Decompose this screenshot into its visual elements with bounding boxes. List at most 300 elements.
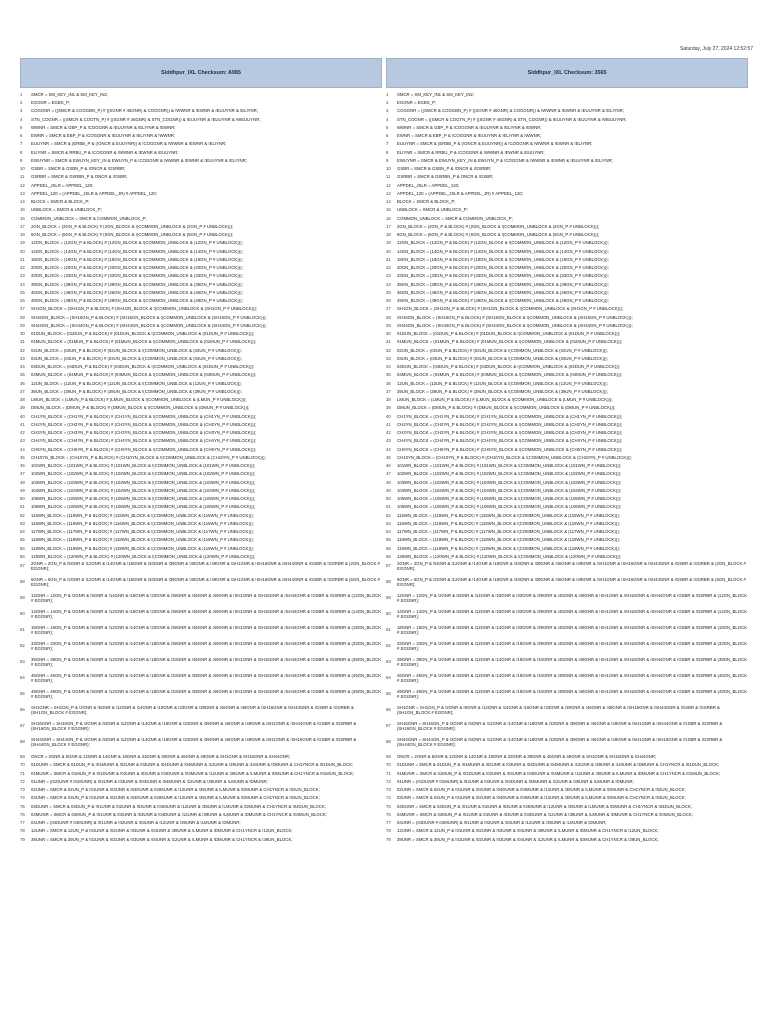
- line-number: 35: [386, 372, 391, 378]
- code-line: [20, 223, 382, 231]
- line-text: 120WN_BLOCK = (120WN_P & BLOCK) # (120WN_BLOCK & !(COMMON_UNBLOCK & (120WN_P # UNBLOCK)));: [397, 554, 622, 559]
- line-number: 65: [20, 691, 25, 697]
- line-number: 19: [20, 240, 25, 246]
- line-text: 18GN_BLOCK = (18GN_P & BLOCK) # (18GN_BLOCK & !(COMMON_UNBLOCK & (18GN_P # UNBLOCK)));: [397, 257, 609, 262]
- code-line: [386, 297, 748, 305]
- line-number: 57: [20, 563, 25, 569]
- line-number: 26: [386, 298, 391, 304]
- line-text: 101WN_BLOCK = (101WN_P & BLOCK) # (101WN_BLOCK & !(COMMON_UNBLOCK & (101WN_P # UNBLOCK)));: [31, 464, 256, 469]
- code-line: [20, 828, 382, 836]
- line-number: 28: [20, 314, 25, 320]
- code-line: [20, 248, 382, 256]
- line-text: GSRBR = SMCR & GSRBN_P & ONCR & !GSBR;: [397, 175, 494, 180]
- line-text: APPDEL_120 = (APPDEL_JSLR & APPDEL_JR) # APPDEL_120;: [31, 191, 157, 196]
- code-line: [20, 363, 382, 371]
- code-line: [386, 438, 748, 446]
- code-line: [20, 306, 382, 314]
- line-number: 38: [386, 397, 391, 403]
- line-number: 70: [20, 762, 25, 768]
- code-line: [386, 91, 748, 99]
- line-number: 5: [386, 124, 389, 130]
- left-pane-title: Siddhpur_IXL Checksum: A985: [20, 58, 382, 88]
- code-line: [386, 396, 748, 404]
- line-number: 73: [20, 787, 25, 793]
- line-text: 5GN_BLOCK = (5GN_P & BLOCK) # (5GN_BLOCK & !(COMMON_UNBLOCK & (5GN_P # UNBLOCK)));: [397, 233, 600, 238]
- code-line: [20, 770, 382, 778]
- line-text: 01MUN_BLOCK = (01MUN_P & BLOCK) # (01MUN_BLOCK & !(COMMON_UNBLOCK & (01MUN_P # UNBLOCK)));: [31, 340, 257, 345]
- line-text: SH44GNR = SH44GN_P & !2GNR & !5GNR & !12GNR & !14GNR & !18GNR & !33GNR & !39GNR & !46GNR & !49GNR & !SH1GNR & !SH16GNR & !GSBR & !GSRBR & (SH44GN_BLOCK # EGGNR);: [397, 738, 723, 747]
- line-text: 03UNR = SMCR & 03UN_P & !01UNR & !02UNR & !04DUNR & !04MUNR & !12UNR & !39UNR & !LMUNR & !DMUNR & CH1YNCR & !03UN_BLOCK;: [397, 796, 686, 801]
- code-line: [386, 545, 748, 553]
- line-number: 56: [386, 545, 391, 551]
- code-line: [386, 528, 748, 536]
- line-number: 17: [20, 223, 25, 229]
- code-line: [20, 330, 382, 338]
- line-text: 01DUNR = SMCR & 01DUN_P & !01MUNR & !02UNR & !03UNR & !04DUNR & !04MUNR & !12UNR & !39UNR & !LMUNR & !DMUNR & CH1YNCR & !01DUN_BLOCK;: [31, 763, 354, 768]
- line-text: 49GN_BLOCK = (49GN_P & BLOCK) # (49GN_BLOCK & !(COMMON_UNBLOCK & (49GN_P # UNBLOCK)));: [31, 299, 243, 304]
- line-number: 53: [20, 520, 25, 526]
- code-line: [20, 778, 382, 786]
- line-number: 56: [20, 545, 25, 551]
- line-text: 103WN_BLOCK = (103WN_P & BLOCK) # (103WN_BLOCK & !(COMMON_UNBLOCK & (103WN_P # UNBLOCK)));: [397, 480, 622, 485]
- line-text: 12GNR = 12GN_P & !2GNR & !5GNR & !14GNR & !18GNR & !33GNR & !39GNR & !46GNR & !49GNR & !SH1GNR & !SH16GNR & !SH44GNR & !GSBR & !GSRBR & (12GN_BLOCK # EGGNR);: [31, 594, 382, 603]
- line-text: 12UNR = SMCR & 12UN_P & !01UNR & !02UNR & !03UNR & !04UNR & !39UNR & !LMUNR & !DMUNR & CH1YNCR & !12UN_BLOCK;: [31, 829, 293, 834]
- line-text: APPDEL_JSLR = APPDEL_120;: [397, 183, 460, 188]
- code-line: [20, 297, 382, 305]
- line-text: CH4YN_BLOCK = (CH4YN_P & BLOCK) # (CH4YN_BLOCK & !(COMMON_UNBLOCK & (CH4YN_P # UNBLOCK)));: [397, 439, 623, 444]
- code-line: [20, 520, 382, 528]
- line-text: 01MUNR = SMCR & 01MUN_P & !01DUNR & !02UNR & !03UNR & !04DUNR & !04MUNR & !12UNR & !39UNR & !LMUNR & !DMUNR & CH1YNCR & !01MUN_BLOCK;: [31, 771, 355, 776]
- line-text: EWNR = SMCR & EBP_P & !COGGNR & !EUUYNR & !ELIYNR & !WWNR;: [31, 134, 176, 139]
- line-text: CH5YN_BLOCK = (CH5YN_P & BLOCK) # (CH5YN_BLOCK & !(COMMON_UNBLOCK & (CH5YN_P # UNBLOCK)));: [31, 447, 257, 452]
- code-line: [20, 372, 382, 380]
- line-text: 12GN_BLOCK = (12GN_P & BLOCK) # (12GN_BLOCK & !(COMMON_UNBLOCK & (12GN_P # UNBLOCK)));: [31, 241, 243, 246]
- line-text: DMUN_BLOCK = (DMUN_P & BLOCK) # (DMUN_BLOCK & !(COMMON_UNBLOCK & (DMUN_P # UNBLOCK)));: [31, 406, 250, 411]
- line-number: 48: [386, 479, 391, 485]
- code-line: [20, 108, 382, 116]
- line-number: 71: [386, 770, 391, 776]
- line-number: 32: [20, 347, 25, 353]
- line-text: BLOCK = SMCR & BLOCK_P;: [31, 200, 90, 205]
- line-number: 27: [20, 306, 25, 312]
- line-text: SH16GN_BLOCK = (SH16GN_P & BLOCK) # (SH16GN_BLOCK & !(COMMON_UNBLOCK & (SH16GN_P # UNBLOCK)));: [397, 315, 633, 320]
- line-number: 39: [386, 405, 391, 411]
- line-text: 49GNR = 49GN_P & !2GNR & !5GNR & !12GNR & !14GNR & !18GNR & !33GNR & !39GNR & !46GNR & !SH1GNR & !SH16GNR & !SH44GNR & !GSBR & !GSRBR & (49GN_BLOCK # EGGNR);: [31, 690, 382, 699]
- line-text: 04MUNR = SMCR & 04MUN_P & !01UNR & !02UNR & !03UNR & !04DUNR & !12UNR & !39UNR & !LMUNR & !DMUNR & CH1YNCR & !04MUN_BLOCK;: [31, 812, 327, 817]
- code-line: [20, 388, 382, 396]
- line-number: 50: [20, 496, 25, 502]
- line-text: 12GNR = 12GN_P & !2GNR & !5GNR & !14GNR & !18GNR & !33GNR & !39GNR & !46GNR & !49GNR & !SH1GNR & !SH16GNR & !SH44GNR & !GSBR & !GSRBR & (12GN_BLOCK # EGGNR);: [397, 594, 748, 603]
- code-line: [20, 165, 382, 173]
- line-number: 11: [20, 174, 25, 180]
- code-line: [20, 673, 382, 689]
- line-number: 66: [20, 707, 25, 713]
- line-text: ELIYNR = SMCR & RRBU_P & !COGGNR & !WWNR & !EWNR & !EUUYNR;: [31, 150, 179, 155]
- line-number: 2: [20, 100, 23, 106]
- line-text: 5GN_BLOCK = (5GN_P & BLOCK) # (5GN_BLOCK & !(COMMON_UNBLOCK & (5GN_P # UNBLOCK)));: [31, 233, 234, 238]
- code-line: [20, 141, 382, 149]
- line-number: 37: [386, 388, 391, 394]
- line-text: EUUYNR = SMCR & (ERBB_P & (!ONCR & EUUYNR)) & !COGGNR & !WWNR & !EWNR & !ELIYNR;: [31, 142, 227, 147]
- code-line: [20, 174, 382, 182]
- line-number: 61: [20, 627, 25, 633]
- code-line: [20, 355, 382, 363]
- line-number: 59: [20, 595, 25, 601]
- line-number: 34: [386, 364, 391, 370]
- line-text: 104WN_BLOCK = (104WN_P & BLOCK) # (104WN_BLOCK & !(COMMON_UNBLOCK & (104WN_P # UNBLOCK)));: [397, 488, 622, 493]
- line-number: 58: [386, 579, 391, 585]
- line-number: 18: [20, 232, 25, 238]
- line-text: SH44GN_BLOCK = (SH44GN_P & BLOCK) # (SH44GN_BLOCK & !(COMMON_UNBLOCK & (SH44GN_P # UNBLOCK)));: [397, 323, 633, 328]
- code-line: [386, 174, 748, 182]
- line-text: EWUYNR = SMCR & EWUYN_KEY_IN & EWUYN_P & !COGGNR & !WWNR & !EWNR & !EUUYNR & !ELIYNR;: [31, 158, 247, 163]
- line-text: LMUN_BLOCK = (LMUN_P & BLOCK) # (LMUN_BLOCK & !(COMMON_UNBLOCK & (LMUN_P # UNBLOCK)));: [31, 398, 247, 403]
- line-text: 04DUN_BLOCK = (04DUN_P & BLOCK) # (04DUN_BLOCK & !(COMMON_UNBLOCK & (04DUN_P # UNBLOCK)));: [31, 365, 255, 370]
- code-line: [20, 207, 382, 215]
- line-text: 5GNR = 5GN_P & !2GNR & !12GNR & !14GNR & !18GNR & !33GNR & !39GNR & !46GNR & !49GNR & !SH1GNR & !SH16GNR & !SH44GNR & !GSBR & !GSRBR & (5GN_BLOCK # EGGNR);: [397, 578, 746, 587]
- line-number: 56: [386, 553, 391, 559]
- code-line: [386, 248, 748, 256]
- line-text: 03UN_BLOCK = (03UN_P & BLOCK) # (03UN_BLOCK & !(COMMON_UNBLOCK & (03UN_P # UNBLOCK)));: [31, 356, 242, 361]
- line-number: 47: [20, 471, 25, 477]
- line-text: 04UNR = (04DUNR # 04MUNR) & !01UNR & !02UNR & !03UNR & !12UNR & !39UNR & !LMUNR & !DMUNR;: [31, 821, 241, 826]
- line-number: 12: [20, 182, 25, 188]
- line-number: 79: [386, 836, 391, 842]
- code-line: [20, 413, 382, 421]
- line-number: 10: [386, 166, 391, 172]
- code-line: [20, 795, 382, 803]
- code-line: [386, 124, 748, 132]
- code-line: [20, 240, 382, 248]
- line-number: 25: [386, 289, 391, 295]
- line-number: 31: [386, 339, 391, 345]
- line-text: 2GN_BLOCK = (2GN_P & BLOCK) # (2GN_BLOCK & !(COMMON_UNBLOCK & (2GN_P # UNBLOCK)));: [397, 224, 600, 229]
- code-line: [20, 256, 382, 264]
- line-number: 1: [386, 91, 389, 97]
- code-line: [20, 438, 382, 446]
- line-number: 78: [20, 828, 25, 834]
- code-line: [386, 705, 748, 721]
- line-text: DMUN_BLOCK = (DMUN_P & BLOCK) # (DMUN_BLOCK & !(COMMON_UNBLOCK & (DMUN_P # UNBLOCK)));: [397, 406, 616, 411]
- code-line: [386, 625, 748, 641]
- line-text: 39GNR = 39GN_P & !2GNR & !5GNR & !12GNR & !14GNR & !18GNR & !33GNR & !46GNR & !49GNR & !SH1GNR & !SH16GNR & !SH44GNR & !GSBR & !GSRBR & (39GN_BLOCK # EGGNR);: [31, 658, 382, 667]
- line-number: 16: [386, 215, 391, 221]
- line-number: 67: [386, 723, 391, 729]
- line-number: 2: [386, 100, 389, 106]
- code-line: [20, 347, 382, 355]
- code-line: [20, 811, 382, 819]
- line-number: 75: [386, 803, 391, 809]
- line-text: 102WN_BLOCK = (102WN_P & BLOCK) # (102WN_BLOCK & !(COMMON_UNBLOCK & (102WN_P # UNBLOCK)));: [397, 472, 622, 477]
- code-line: [386, 537, 748, 545]
- code-line: [386, 836, 748, 844]
- code-line: [386, 721, 748, 737]
- code-line: [386, 231, 748, 239]
- code-line: [20, 116, 382, 124]
- code-line: [20, 657, 382, 673]
- line-number: 74: [386, 795, 391, 801]
- line-text: SH44GN_BLOCK = (SH44GN_P & BLOCK) # (SH44GN_BLOCK & !(COMMON_UNBLOCK & (SH44GN_P # UNBLOCK)));: [31, 323, 267, 328]
- code-line: [386, 355, 748, 363]
- line-number: 53: [386, 520, 391, 526]
- line-number: 56: [20, 553, 25, 559]
- code-line: [20, 339, 382, 347]
- line-number: 48: [20, 479, 25, 485]
- code-line: [386, 811, 748, 819]
- line-text: 116WN_BLOCK = (116WN_P & BLOCK) # (116WN_BLOCK & !(COMMON_UNBLOCK & (116WN_P # UNBLOCK)));: [397, 521, 620, 526]
- line-text: CH2YN_BLOCK = (CH2YN_P & BLOCK) # (CH2YN_BLOCK & !(COMMON_UNBLOCK & (CH2YN_P # UNBLOCK)));: [397, 422, 623, 427]
- code-line: [386, 240, 748, 248]
- line-number: 68: [386, 739, 391, 745]
- code-line: [20, 429, 382, 437]
- line-text: 39UNR = SMCR & 39UN_P & !01UNR & !02UNR & !03UNR & !04UNR & !12UNR & !LMUNR & !DMUNR & CH1YNCR & !39UN_BLOCK;: [397, 837, 659, 842]
- code-line: [386, 215, 748, 223]
- line-number: 22: [386, 265, 391, 271]
- line-text: 103WN_BLOCK = (103WN_P & BLOCK) # (103WN_BLOCK & !(COMMON_UNBLOCK & (103WN_P # UNBLOCK)));: [31, 480, 256, 485]
- line-number: 7: [20, 141, 23, 147]
- code-line: [386, 689, 748, 705]
- line-text: UNBLOCK = SMCR & UNBLOCK_P;: [397, 208, 468, 213]
- line-text: UNBLOCK = SMCR & UNBLOCK_P;: [31, 208, 102, 213]
- code-line: [20, 487, 382, 495]
- line-number: 74: [20, 795, 25, 801]
- line-text: 116WN_BLOCK = (116WN_P & BLOCK) # (116WN_BLOCK & !(COMMON_UNBLOCK & (116WN_P # UNBLOCK)));: [31, 521, 254, 526]
- line-number: 5: [20, 124, 23, 130]
- line-number: 79: [20, 836, 25, 842]
- line-number: 46: [20, 463, 25, 469]
- code-line: [20, 314, 382, 322]
- code-line: [386, 141, 748, 149]
- line-text: SH1GN_BLOCK = (SH1GN_P & BLOCK) # (SH1GN_BLOCK & !(COMMON_UNBLOCK & (SH1GN_P # UNBLOCK)));: [397, 307, 624, 312]
- code-line: [20, 99, 382, 107]
- line-number: 23: [386, 273, 391, 279]
- line-text: 04MUNR = SMCR & 04MUN_P & !01UNR & !02UNR & !03UNR & !04DUNR & !12UNR & !39UNR & !LMUNR & !DMUNR & CH1YNCR & !04MUN_BLOCK;: [397, 812, 693, 817]
- line-text: 04MUN_BLOCK = (04MUN_P & BLOCK) # (04MUN_BLOCK & !(COMMON_UNBLOCK & (04MUN_P # UNBLOCK)));: [31, 373, 257, 378]
- code-line: [386, 207, 748, 215]
- line-text: 01UNR = (01DUNR # 01MUNR) & !02UNR & !03UNR & !04DUNR & !04MUNR & !12UNR & !39UNR & !LMUNR & !DMUNR;: [397, 779, 634, 784]
- line-number: 42: [386, 430, 391, 436]
- code-line: [386, 795, 748, 803]
- line-text: 18GNR = 18GN_P & !2GNR & !5GNR & !12GNR & !14GNR & !33GNR & !39GNR & !46GNR & !49GNR & !SH1GNR & !SH16GNR & !SH44GNR & !GSBR & !GSRBR & (18GN_BLOCK # EGGNR);: [397, 626, 748, 635]
- code-line: [386, 561, 748, 577]
- line-number: 13: [386, 190, 391, 196]
- print-timestamp: Saturday, July 27, 2024 12:52:57: [679, 46, 753, 52]
- line-text: 04DUNR = SMCR & 04DUN_P & !01UNR & !02UNR & !03UNR & !04MUNR & !12UNR & !39UNR & !LMUNR & !DMUNR & CH1YNCR & !04DUN_BLOCK;: [397, 804, 692, 809]
- line-text: ONCR = 2GNR & 5GNR & 12GNR & 14GNR & 18GNR & 33GNR & 39GNR & 46GNR & 49GNR & SH1GNR & SH16GNR & SH44GNR;: [397, 755, 657, 760]
- code-line: [386, 753, 748, 761]
- line-text: 04DUN_BLOCK = (04DUN_P & BLOCK) # (04DUN_BLOCK & !(COMMON_UNBLOCK & (04DUN_P # UNBLOCK)));: [397, 365, 621, 370]
- line-number: 13: [20, 190, 25, 196]
- line-number: 38: [20, 397, 25, 403]
- code-line: [20, 149, 382, 157]
- line-number: 10: [20, 166, 25, 172]
- line-text: 120WN_BLOCK = (120WN_P & BLOCK) # (120WN_BLOCK & !(COMMON_UNBLOCK & (120WN_P # UNBLOCK)));: [31, 554, 256, 559]
- code-line: [386, 380, 748, 388]
- code-line: [20, 273, 382, 281]
- line-text: 18GNR = 18GN_P & !2GNR & !5GNR & !12GNR & !14GNR & !33GNR & !39GNR & !46GNR & !49GNR & !SH1GNR & !SH16GNR & !SH44GNR & !GSBR & !GSRBR & (18GN_BLOCK # EGGNR);: [31, 626, 382, 635]
- line-text: WWNR = SMCR & GBP_P & !COGGNR & !EUUYNR & !ELIYNR & !EWNR;: [397, 125, 542, 130]
- code-line: [20, 753, 382, 761]
- line-number: 24: [386, 281, 391, 287]
- line-number: 24: [20, 281, 25, 287]
- left-code-lines: [20, 91, 382, 844]
- code-line: [20, 157, 382, 165]
- line-text: 03UN_BLOCK = (03UN_P & BLOCK) # (03UN_BLOCK & !(COMMON_UNBLOCK & (03UN_P # UNBLOCK)));: [397, 356, 608, 361]
- line-number: 69: [386, 754, 391, 760]
- code-line: [20, 641, 382, 657]
- line-number: 52: [386, 512, 391, 518]
- code-line: [386, 314, 748, 322]
- line-number: 46: [386, 463, 391, 469]
- code-line: [20, 803, 382, 811]
- line-number: 61: [386, 627, 391, 633]
- line-text: 115WN_BLOCK = (115WN_P & BLOCK) # (115WN_BLOCK & !(COMMON_UNBLOCK & (115WN_P # UNBLOCK)));: [31, 513, 254, 518]
- code-line: [20, 593, 382, 609]
- line-text: CH5YN_BLOCK = (CH5YN_P & BLOCK) # (CH5YN_BLOCK & !(COMMON_UNBLOCK & (CH5YN_P # UNBLOCK)));: [397, 447, 623, 452]
- code-line: [20, 454, 382, 462]
- code-line: [20, 705, 382, 721]
- line-number: 6: [386, 133, 389, 139]
- line-text: 102WN_BLOCK = (102WN_P & BLOCK) # (102WN_BLOCK & !(COMMON_UNBLOCK & (102WN_P # UNBLOCK)));: [31, 472, 256, 477]
- code-line: [386, 446, 748, 454]
- line-text: EGGNR = EGBS_P;: [397, 101, 437, 106]
- code-line: [386, 223, 748, 231]
- code-line: [386, 388, 748, 396]
- line-number: 51: [20, 504, 25, 510]
- code-line: [20, 132, 382, 140]
- line-text: STN_COGNR = ((SMCR & COGTN_P) # ((SGNR # 46GNR) & STN_COGNR)) & !EUUYNR & !EUUYNR & !WEUUYNR;: [31, 117, 261, 122]
- line-text: 12UN_BLOCK = (12UN_P & BLOCK) # (12UN_BLOCK & !(COMMON_UNBLOCK & (12UN_P # UNBLOCK)));: [31, 381, 242, 386]
- line-number: 45: [386, 454, 391, 460]
- code-line: [20, 215, 382, 223]
- code-line: [20, 182, 382, 190]
- code-line: [386, 306, 748, 314]
- line-text: 14GN_BLOCK = (14GN_P & BLOCK) # (14GN_BLOCK & !(COMMON_UNBLOCK & (14GN_P # UNBLOCK)));: [397, 249, 609, 254]
- line-text: GSBR = SMCR & GSBN_P & !ONCR & !GSRBR;: [397, 167, 492, 172]
- line-text: LMUN_BLOCK = (LMUN_P & BLOCK) # (LMUN_BLOCK & !(COMMON_UNBLOCK & (LMUN_P # UNBLOCK)));: [397, 398, 613, 403]
- line-text: 39GN_BLOCK = (39GN_P & BLOCK) # (39GN_BLOCK & !(COMMON_UNBLOCK & (39GN_P # UNBLOCK)));: [31, 282, 243, 287]
- code-line: [386, 803, 748, 811]
- line-number: 32: [386, 347, 391, 353]
- line-number: 23: [20, 273, 25, 279]
- line-text: CH10YN_BLOCK = (CH10YN_P & BLOCK) # (CH10YN_BLOCK & !(COMMON_UNBLOCK & (CH10YN_P # UNBLOCK)));: [397, 455, 632, 460]
- line-text: 39GNR = 39GN_P & !2GNR & !5GNR & !12GNR & !14GNR & !18GNR & !33GNR & !46GNR & !49GNR & !SH1GNR & !SH16GNR & !SH44GNR & !GSBR & !GSRBR & (39GN_BLOCK # EGGNR);: [397, 658, 748, 667]
- line-number: 4: [20, 116, 23, 122]
- code-line: [386, 149, 748, 157]
- line-text: 02UNR = SMCR & 02UN_P & !01UNR & !03UNR & !04DUNR & !04MUNR & !12UNR & !39UNR & !LMUNR & !DMUNR & CH1YNCR & !02UN_BLOCK;: [31, 788, 320, 793]
- code-line: [386, 487, 748, 495]
- code-line: [386, 778, 748, 786]
- line-number: 36: [386, 380, 391, 386]
- code-line: [20, 421, 382, 429]
- code-line: [20, 553, 382, 561]
- line-number: 36: [20, 380, 25, 386]
- line-text: 01UNR = (01DUNR # 01MUNR) & !02UNR & !03UNR & !04DUNR & !04MUNR & !12UNR & !39UNR & !LMUNR & !DMUNR;: [31, 779, 268, 784]
- line-number: 20: [20, 248, 25, 254]
- code-line: [20, 405, 382, 413]
- line-text: 46GNR = 46GN_P & !2GNR & !5GNR & !12GNR & !14GNR & !18GNR & !33GNR & !39GNR & !49GNR & !SH1GNR & !SH16GNR & !SH44GNR & !GSBR & !GSRBR & (46GN_BLOCK # EGGNR);: [397, 674, 748, 683]
- line-number: 72: [20, 778, 25, 784]
- line-number: 67: [20, 723, 25, 729]
- code-line: [386, 165, 748, 173]
- code-line: [386, 157, 748, 165]
- code-line: [20, 124, 382, 132]
- line-text: EWUYNR = SMCR & EWUYN_KEY_IN & EWUYN_P & !COGGNR & !WWNR & !EWNR & !EUUYNR & !ELIYNR;: [397, 158, 613, 163]
- code-line: [386, 471, 748, 479]
- line-number: 75: [20, 803, 25, 809]
- code-line: [386, 108, 748, 116]
- line-text: 33GN_BLOCK = (33GN_P & BLOCK) # (33GN_BLOCK & !(COMMON_UNBLOCK & (33GN_P # UNBLOCK)));: [397, 274, 609, 279]
- line-number: 72: [386, 778, 391, 784]
- line-text: APPDEL_120 = (APPDEL_JSLR & APPDEL_JR) # APPDEL_120;: [397, 191, 523, 196]
- code-line: [20, 512, 382, 520]
- line-text: 46GN_BLOCK = (46GN_P & BLOCK) # (46GN_BLOCK & !(COMMON_UNBLOCK & (46GN_P # UNBLOCK)));: [397, 290, 609, 295]
- line-number: 29: [20, 322, 25, 328]
- line-number: 4: [386, 116, 389, 122]
- line-text: 04DUNR = SMCR & 04DUN_P & !01UNR & !02UNR & !03UNR & !04MUNR & !12UNR & !39UNR & !LMUNR & !DMUNR & CH1YNCR & !04DUN_BLOCK;: [31, 804, 326, 809]
- line-text: 12GN_BLOCK = (12GN_P & BLOCK) # (12GN_BLOCK & !(COMMON_UNBLOCK & (12GN_P # UNBLOCK)));: [397, 241, 609, 246]
- line-number: 16: [20, 215, 25, 221]
- line-number: 51: [386, 504, 391, 510]
- code-line: [386, 495, 748, 503]
- code-line: [20, 786, 382, 794]
- line-number: 8: [386, 149, 389, 155]
- code-line: [386, 405, 748, 413]
- line-text: APPDEL_JSLR = APPDEL_120;: [31, 183, 94, 188]
- line-number: 6: [20, 133, 23, 139]
- code-line: [20, 446, 382, 454]
- line-text: 20GN_BLOCK = (20GN_P & BLOCK) # (20GN_BLOCK & !(COMMON_UNBLOCK & (20GN_P # UNBLOCK)));: [31, 266, 243, 271]
- line-text: 118WN_BLOCK = (118WN_P & BLOCK) # (118WN_BLOCK & !(COMMON_UNBLOCK & (118WN_P # UNBLOCK)));: [397, 538, 620, 543]
- line-text: 12UN_BLOCK = (12UN_P & BLOCK) # (12UN_BLOCK & !(COMMON_UNBLOCK & (12UN_P # UNBLOCK)));: [397, 381, 608, 386]
- line-text: 118WN_BLOCK = (118WN_P & BLOCK) # (118WN_BLOCK & !(COMMON_UNBLOCK & (118WN_P # UNBLOCK)));: [31, 538, 254, 543]
- code-line: [386, 512, 748, 520]
- line-text: SH1GN_BLOCK = (SH1GN_P & BLOCK) # (SH1GN_BLOCK & !(COMMON_UNBLOCK & (SH1GN_P # UNBLOCK)));: [31, 307, 258, 312]
- code-line: [20, 479, 382, 487]
- line-number: 19: [386, 240, 391, 246]
- line-text: 39GN_BLOCK = (39GN_P & BLOCK) # (39GN_BLOCK & !(COMMON_UNBLOCK & (39GN_P # UNBLOCK)));: [397, 282, 609, 287]
- line-text: CH4YN_BLOCK = (CH4YN_P & BLOCK) # (CH4YN_BLOCK & !(COMMON_UNBLOCK & (CH4YN_P # UNBLOCK)));: [31, 439, 257, 444]
- line-text: 01DUN_BLOCK = (01DUN_P & BLOCK) # (01DUN_BLOCK & !(COMMON_UNBLOCK & (01DUN_P # UNBLOCK)));: [31, 332, 255, 337]
- line-text: 2GN_BLOCK = (2GN_P & BLOCK) # (2GN_BLOCK & !(COMMON_UNBLOCK & (2GN_P # UNBLOCK)));: [31, 224, 234, 229]
- code-line: [386, 429, 748, 437]
- line-number: 49: [20, 487, 25, 493]
- code-line: [386, 289, 748, 297]
- code-line: [20, 190, 382, 198]
- line-text: SH16GNR = SH16GN_P & !2GNR & !5GNR & !12GNR & !14GNR & !18GNR & !33GNR & !39GNR & !46GNR & !49GNR & !SH1GNR & !SH44GNR & !GSBR & !GSRBR & (SH16GN_BLOCK # EGGNR);: [31, 722, 357, 731]
- line-text: 01DUNR = SMCR & 01DUN_P & !01MUNR & !02UNR & !03UNR & !04DUNR & !04MUNR & !12UNR & !39UNR & !LMUNR & !DMUNR & CH1YNCR & !01DUN_BLOCK;: [397, 763, 720, 768]
- line-number: 33: [386, 355, 391, 361]
- line-text: ONCR = 2GNR & 5GNR & 12GNR & 14GNR & 18GNR & 33GNR & 39GNR & 46GNR & 49GNR & SH1GNR & SH16GNR & SH44GNR;: [31, 755, 291, 760]
- line-text: 2GNR = 2GN_P & !5GNR & !12GNR & !14GNR & !18GNR & !33GNR & !39GNR & !46GNR & !49GNR & !SH1GNR & !SH16GNR & !SH44GNR & !GSBR & !GSRBR & (2GN_BLOCK # EGGNR);: [31, 562, 380, 571]
- code-line: [386, 577, 748, 593]
- line-number: 40: [386, 413, 391, 419]
- line-number: 64: [20, 675, 25, 681]
- code-line: [386, 609, 748, 625]
- line-text: 01MUN_BLOCK = (01MUN_P & BLOCK) # (01MUN_BLOCK & !(COMMON_UNBLOCK & (01MUN_P # UNBLOCK)));: [397, 340, 623, 345]
- code-line: [386, 454, 748, 462]
- line-number: 1: [20, 91, 23, 97]
- line-text: SH1GNR = SH1GN_P & !2GNR & !5GNR & !12GNR & !14GNR & !18GNR & !33GNR & !39GNR & !46GNR & !49GNR & !SH16GNR & !SH44GNR & !GSBR & !GSRBR & (SH1GN_BLOCK # EGGNR);: [397, 706, 720, 715]
- code-line: [20, 721, 382, 737]
- line-text: SH16GN_BLOCK = (SH16GN_P & BLOCK) # (SH16GN_BLOCK & !(COMMON_UNBLOCK & (SH16GN_P # UNBLOCK)));: [31, 315, 267, 320]
- line-number: 3: [386, 108, 389, 114]
- code-line: [386, 421, 748, 429]
- line-text: 01MUNR = SMCR & 01MUN_P & !01DUNR & !02UNR & !03UNR & !04DUNR & !04MUNR & !12UNR & !39UNR & !LMUNR & !DMUNR & CH1YNCR & !01MUN_BLOCK;: [397, 771, 721, 776]
- line-number: 55: [20, 537, 25, 543]
- line-text: 46GN_BLOCK = (46GN_P & BLOCK) # (46GN_BLOCK & !(COMMON_UNBLOCK & (46GN_P # UNBLOCK)));: [31, 290, 243, 295]
- code-line: [386, 479, 748, 487]
